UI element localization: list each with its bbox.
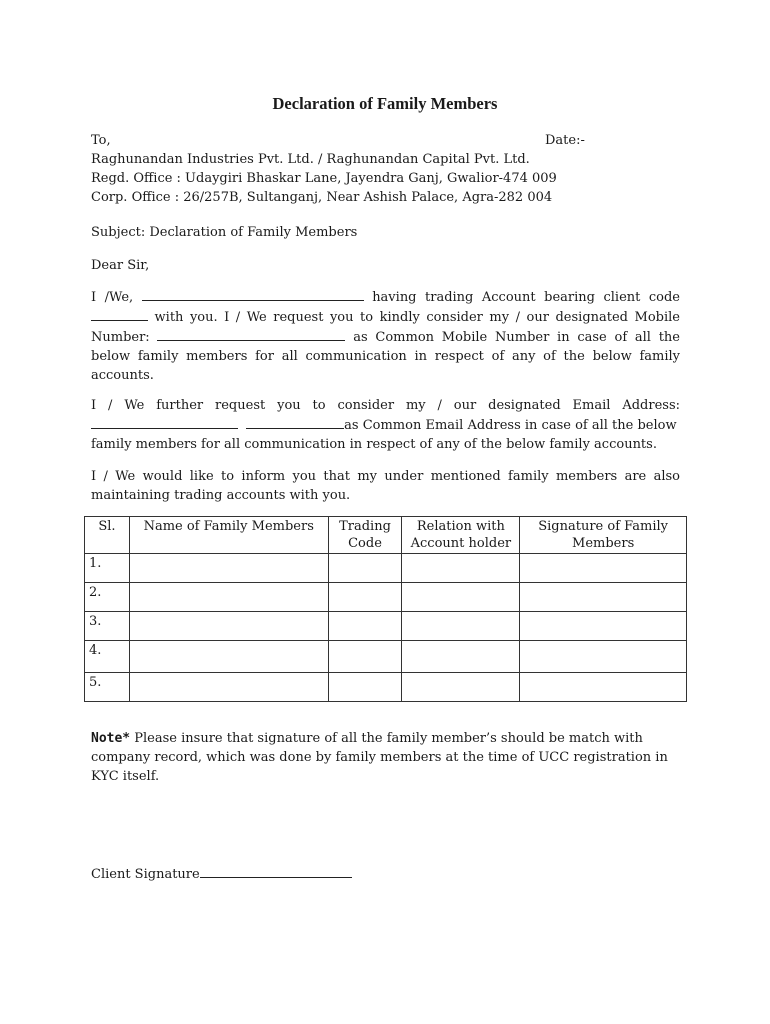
row-number: 3. <box>85 612 130 641</box>
table-header-row <box>85 517 687 554</box>
relation-cell[interactable] <box>402 612 520 641</box>
email-blank-1 <box>91 415 238 429</box>
email-blank-2 <box>246 415 344 429</box>
relation-cell[interactable] <box>402 583 520 612</box>
salutation: Dear Sir, <box>91 258 150 273</box>
signature-cell[interactable] <box>520 554 687 583</box>
name-cell[interactable] <box>129 612 328 641</box>
name-cell[interactable] <box>129 673 328 702</box>
signature-cell[interactable] <box>520 673 687 702</box>
para2-line1: I / We further request you to consider my / our designated Email Address: <box>91 398 680 413</box>
registered-office: Regd. Office : Udaygiri Bhaskar Lane, Jayendra Ganj, Gwalior-474 009 <box>91 171 557 186</box>
signature-cell[interactable] <box>520 583 687 612</box>
client-signature-label: Client Signature <box>91 867 200 882</box>
company-name: Raghunandan Industries Pvt. Ltd. / Raghunandan Capital Pvt. Ltd. <box>91 152 530 167</box>
family-members-paragraph <box>91 467 680 505</box>
para1-text: Number: <box>91 330 150 345</box>
name-cell[interactable] <box>129 641 328 673</box>
trading-code-cell[interactable] <box>328 641 402 673</box>
mobile-request-paragraph <box>91 287 680 385</box>
client-code-blank <box>91 307 148 321</box>
relation-cell[interactable] <box>402 673 520 702</box>
relation-cell[interactable] <box>402 641 520 673</box>
name-cell[interactable] <box>129 554 328 583</box>
para1-line3 <box>91 327 680 347</box>
para1-text: having trading Account bearing client code <box>372 290 680 305</box>
row-number: 2. <box>85 583 130 612</box>
para1-text: with you. I / We request you to kindly consider my / our designated Mobile <box>154 310 680 325</box>
note-text: Please insure that signature of all the family member’s should be match with company record, which was done by family members at the time of UCC registration in KYC itself. <box>91 731 668 784</box>
name-cell[interactable] <box>129 583 328 612</box>
note-paragraph <box>91 729 681 786</box>
table-row <box>85 583 687 612</box>
trading-code-cell[interactable] <box>328 612 402 641</box>
trading-code-header: Trading Code <box>328 517 402 554</box>
para3-line2: maintaining trading accounts with you. <box>91 488 351 503</box>
para1-line1 <box>91 287 680 307</box>
para1-text: as Common Mobile Number in case of all the <box>353 330 680 345</box>
row-number: 5. <box>85 673 130 702</box>
sl-header: Sl. <box>85 517 130 554</box>
para1-line4: below family members for all communication in respect of any of the below family <box>91 349 680 364</box>
trading-code-cell[interactable] <box>328 554 402 583</box>
para2-line2 <box>91 415 680 435</box>
signature-header: Signature of Family Members <box>520 517 687 554</box>
trading-code-cell[interactable] <box>328 583 402 612</box>
relation-cell[interactable] <box>402 554 520 583</box>
relation-header: Relation with Account holder <box>402 517 520 554</box>
name-header: Name of Family Members <box>129 517 328 554</box>
note-label: Note* <box>91 731 131 746</box>
subject-line: Subject: Declaration of Family Members <box>91 225 358 240</box>
email-request-paragraph <box>91 396 680 454</box>
row-number: 1. <box>85 554 130 583</box>
signature-cell[interactable] <box>520 612 687 641</box>
trading-code-cell[interactable] <box>328 673 402 702</box>
table-row <box>85 612 687 641</box>
signature-cell[interactable] <box>520 641 687 673</box>
page-title: Declaration of Family Members <box>272 94 498 113</box>
para1-line2 <box>91 307 680 327</box>
corporate-office: Corp. Office : 26/257B, Sultanganj, Near Ashish Palace, Agra-282 004 <box>91 190 553 205</box>
mobile-number-blank <box>157 327 345 341</box>
addressee-label: To, <box>91 133 111 148</box>
family-members-table <box>84 516 687 702</box>
para1-line5: accounts. <box>91 368 154 383</box>
client-signature-blank[interactable] <box>200 864 352 878</box>
table-row <box>85 554 687 583</box>
para3-line1: I / We would like to inform you that my under mentioned family members are also <box>91 469 680 484</box>
table-row <box>85 641 687 673</box>
client-signature-line <box>91 864 352 884</box>
date-label: Date:- <box>545 133 585 148</box>
para2-line3: family members for all communication in respect of any of the below family accounts. <box>91 437 657 452</box>
table-row <box>85 673 687 702</box>
para1-text: I /We, <box>91 290 134 305</box>
name-blank <box>142 287 364 301</box>
row-number: 4. <box>85 641 130 673</box>
para2-text: as Common Email Address in case of all the below <box>344 418 677 433</box>
